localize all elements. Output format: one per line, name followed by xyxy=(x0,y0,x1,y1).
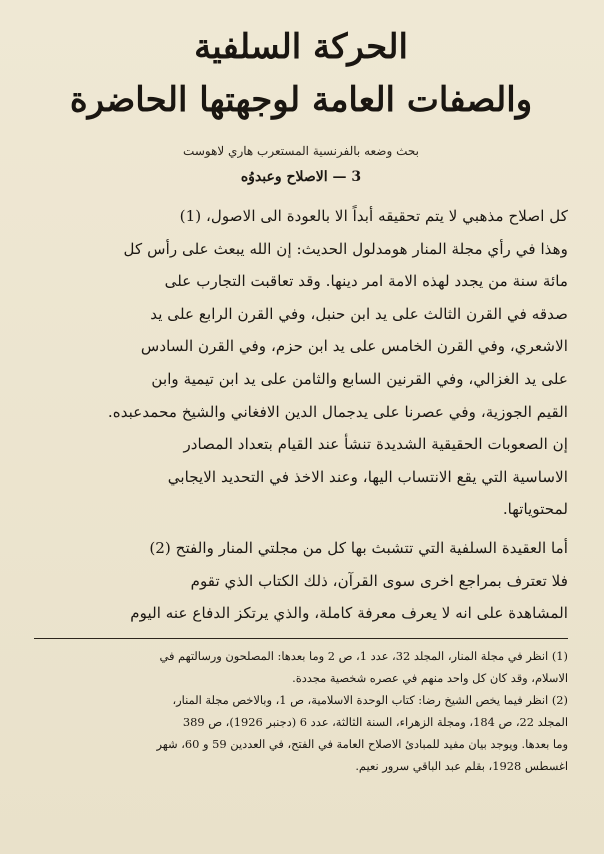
body-line: صدقه في القرن الثالث على يد ابن حنبل، وفي القرن الرابع على يد xyxy=(150,304,568,323)
body-text xyxy=(34,200,568,630)
footnote-line: (1) انظر في مجلة المنار، المجلد 32، عدد 1، ص 2 وما بعدها: المصلحون ورسالتهم في xyxy=(159,648,568,663)
page-title: الحركة السلفية xyxy=(194,27,408,67)
footnote-line: المجلد 22، ص 184، ومجلة الزهراء، السنة الثالثة، عدد 6 (دجنبر 1926)، ص 389 xyxy=(182,714,568,729)
body-line: مائة سنة من يجدد لهذه الامة امر دينها. وقد تعاقبت التجارب على xyxy=(164,272,568,291)
footnotes xyxy=(34,645,568,777)
footnote-line: الاسلام، وقد كان كل واحد منهم في عصره شخصية مجددة. xyxy=(292,670,568,685)
body-line: على يد الغزالي، وفي القرنين السابع والثامن على يد ابن تيمية وابن xyxy=(151,369,568,388)
body-line: المشاهدة على انه لا يعرف معرفة كاملة، والذي يرتكز الدفاع عنه اليوم xyxy=(130,604,568,623)
author-byline: بحث وضعه بالفرنسية المستعرب هاري لاهوست xyxy=(183,144,419,158)
body-line: لمحتوياتها. xyxy=(502,500,568,519)
footnote-line: (2) انظر فيما يخص الشيخ رضا: كتاب الوحدة الاسلامية، ص 1، وبالاخص مجلة المنار، xyxy=(172,692,568,707)
footnote-line: وما بعدها. ويوجد بيان مفيد للمبادئ الاصلاح العامة في الفتح، في العددين 59 و 60، شهر xyxy=(156,736,568,751)
section-heading: 3 — الاصلاح وعبدوُه xyxy=(240,169,362,185)
footnote-divider xyxy=(34,638,568,639)
body-line: وهذا في رأي مجلة المنار هومدلول الحديث: إن الله يبعث على رأس كل xyxy=(123,239,568,258)
body-line: القيم الجوزية، وفي عصرنا على يدجمال الدين الافغاني والشيخ محمدعبده. xyxy=(107,402,568,421)
body-line: الاشعري، وفي القرن الخامس على يد ابن حزم، وفي القرن السادس xyxy=(140,337,568,356)
footnote-line: اغسطس 1928، بقلم عبد الباقي سرور نعيم. xyxy=(355,758,568,773)
body-line: فلا تعترف بمراجع اخرى سوى القرآن، ذلك الكتاب الذي تقوم xyxy=(190,571,568,590)
body-line: أما العقيدة السلفية التي تتشبث بها كل من مجلتي المنار والفتح (2) xyxy=(149,538,568,557)
body-line: الاساسية التي يقع الانتساب اليها، وعند الاخذ في التحديد الايجابي xyxy=(167,467,568,486)
body-line: إن الصعوبات الحقيقية الشديدة تنشأ عند القيام بتعداد المصادر xyxy=(183,435,568,454)
body-line: كل اصلاح مذهبي لا يتم تحقيقه أبداً الا بالعودة الى الاصول، (1) xyxy=(179,207,568,225)
page-subtitle: والصفات العامة لوجهتها الحاضرة xyxy=(69,80,533,120)
